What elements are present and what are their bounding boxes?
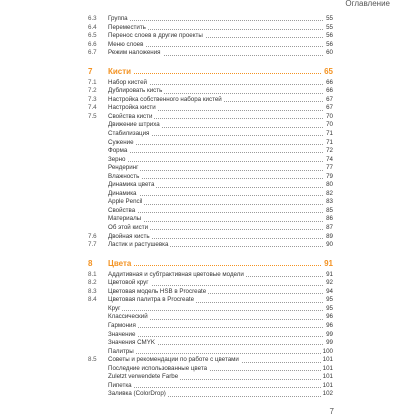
page-number: 7 bbox=[329, 407, 334, 416]
toc-entry-title: Свойства bbox=[108, 206, 136, 214]
toc-entry-title: Режим наложения bbox=[108, 49, 161, 57]
toc-subsection bbox=[0, 121, 420, 130]
toc-subsection bbox=[0, 207, 420, 216]
toc-number: 7.4 bbox=[88, 104, 97, 112]
toc-number: 7.2 bbox=[88, 87, 97, 95]
toc-section bbox=[0, 271, 420, 280]
toc-page-number: 102 bbox=[322, 390, 333, 398]
toc-entry-title: Гармония bbox=[108, 321, 136, 329]
toc-number: 6.4 bbox=[88, 23, 97, 31]
toc-entry-title: Значения CMYK bbox=[108, 339, 155, 347]
toc-page-number: 67 bbox=[326, 104, 333, 112]
toc-entry-title: Дублировать кисть bbox=[108, 87, 163, 95]
toc-page-number: 101 bbox=[322, 381, 333, 389]
toc-entry-title: Зерно bbox=[108, 155, 126, 163]
toc-page-number: 95 bbox=[326, 304, 333, 312]
toc-section bbox=[0, 279, 420, 288]
toc-page-number: 67 bbox=[326, 95, 333, 103]
toc-section bbox=[0, 32, 420, 41]
toc-dot-leader bbox=[108, 170, 329, 171]
toc-dot-leader bbox=[108, 327, 329, 328]
toc-subsection bbox=[0, 348, 420, 357]
toc-dot-leader bbox=[108, 310, 329, 311]
toc-dot-leader bbox=[108, 195, 329, 196]
toc-page-number: 80 bbox=[326, 181, 333, 189]
toc-entry-title: Перенос слоев в другие проекты bbox=[108, 32, 203, 40]
toc-entry-title: Влажность bbox=[108, 172, 140, 180]
toc-number: 6.3 bbox=[88, 15, 97, 22]
toc-subsection bbox=[0, 156, 420, 165]
toc-subsection bbox=[0, 305, 420, 314]
toc-subsection bbox=[0, 390, 420, 399]
toc-section bbox=[0, 113, 420, 122]
toc-entry-title: Zuletzt verwendete Farbe bbox=[108, 373, 179, 381]
toc-page-number: 94 bbox=[326, 287, 333, 295]
toc-number: 7.7 bbox=[88, 241, 97, 249]
toc-number: 8.2 bbox=[88, 279, 97, 287]
toc-entry-title: Двойная кисть bbox=[108, 232, 150, 240]
toc-page-number: 71 bbox=[326, 138, 333, 146]
toc-number: 7.1 bbox=[88, 78, 97, 86]
toc-entry-title: Материалы bbox=[108, 215, 142, 223]
toc-number: 8.3 bbox=[88, 287, 97, 295]
toc-subsection bbox=[0, 365, 420, 374]
toc-page-number: 72 bbox=[326, 147, 333, 155]
toc-subsection bbox=[0, 164, 420, 173]
toc-dot-leader bbox=[108, 144, 329, 145]
toc-dot-leader bbox=[108, 20, 329, 21]
toc-subsection bbox=[0, 190, 420, 199]
toc-page-number: 83 bbox=[326, 198, 333, 206]
toc-subsection bbox=[0, 339, 420, 348]
toc-number: 8 bbox=[88, 258, 93, 268]
toc-section bbox=[0, 241, 420, 250]
toc-entry-title: Меню слоев bbox=[108, 40, 144, 48]
toc-page-number: 60 bbox=[326, 49, 333, 57]
toc-page-number: 82 bbox=[326, 189, 333, 197]
toc-entry-title: Цвета bbox=[108, 258, 132, 268]
toc-dot-leader bbox=[108, 212, 329, 213]
toc-section bbox=[0, 24, 420, 33]
toc-subsection bbox=[0, 373, 420, 382]
toc-entry-title: Apple Pencil bbox=[108, 198, 143, 206]
toc-section bbox=[0, 87, 420, 96]
toc-entry-title: Классический bbox=[108, 313, 148, 321]
toc-entry-title: Круг bbox=[108, 304, 121, 312]
toc-entry-title: Группа bbox=[108, 15, 128, 22]
toc-page-number: 96 bbox=[326, 313, 333, 321]
toc-section bbox=[0, 356, 420, 365]
toc-entry-title: Форма bbox=[108, 147, 128, 155]
toc-subsection bbox=[0, 130, 420, 139]
toc-number: 7.3 bbox=[88, 95, 97, 103]
toc-entry-title: Последние использованные цвета bbox=[108, 364, 208, 372]
toc-subsection bbox=[0, 181, 420, 190]
chapter-spacer bbox=[0, 58, 420, 66]
toc-dot-leader bbox=[108, 336, 329, 337]
toc-entry-title: Цветовая модель HSB в Procreate bbox=[108, 287, 207, 295]
toc-number: 7 bbox=[88, 66, 93, 76]
toc-entry-title: Динамика цвета bbox=[108, 181, 155, 189]
page-header-title: Оглавление bbox=[345, 0, 390, 8]
toc-page-number: 89 bbox=[326, 232, 333, 240]
toc-page-number: 86 bbox=[326, 215, 333, 223]
toc-number: 8.1 bbox=[88, 270, 97, 278]
toc-subsection bbox=[0, 313, 420, 322]
toc-entry-title: Цветовой круг bbox=[108, 279, 149, 287]
toc-entry-title: Советы и рекомендации по работе с цветами bbox=[108, 356, 239, 364]
toc-entry-title: Аддитивная и субтрактивная цветовые модели bbox=[108, 270, 244, 278]
toc-dot-leader bbox=[108, 265, 329, 266]
toc-page-number: 71 bbox=[326, 130, 333, 138]
toc-number: 6.6 bbox=[88, 40, 97, 48]
toc-page-number: 70 bbox=[326, 112, 333, 120]
toc-section bbox=[0, 15, 420, 24]
toc-entry-title: Палитры bbox=[108, 347, 134, 355]
toc-number: 8.5 bbox=[88, 356, 97, 364]
toc-subsection bbox=[0, 322, 420, 331]
toc-entry-title: Движение штриха bbox=[108, 121, 160, 129]
toc-page-number: 101 bbox=[322, 364, 333, 372]
toc-entry-title: Динамика bbox=[108, 189, 137, 197]
toc-section bbox=[0, 96, 420, 105]
toc-page-number: 74 bbox=[326, 155, 333, 163]
toc-chapter-heading bbox=[0, 258, 420, 269]
toc-page-number: 56 bbox=[326, 40, 333, 48]
toc-entry-title: Сужение bbox=[108, 138, 134, 146]
toc-page-number: 91 bbox=[324, 258, 333, 268]
toc-number: 7.6 bbox=[88, 232, 97, 240]
toc-page-number: 55 bbox=[326, 23, 333, 31]
chapter-spacer bbox=[0, 250, 420, 258]
toc-section bbox=[0, 79, 420, 88]
toc-dot-leader bbox=[108, 161, 329, 162]
toc-entry-title: Настройка кисти bbox=[108, 104, 156, 112]
toc-section bbox=[0, 41, 420, 50]
toc-page-number: 79 bbox=[326, 172, 333, 180]
toc-entry-title: Набор кистей bbox=[108, 78, 147, 86]
toc-chapter-heading bbox=[0, 66, 420, 77]
toc-page-number: 101 bbox=[322, 356, 333, 364]
toc-entry-title: Настройка собственного набора кистей bbox=[108, 95, 222, 103]
toc-page-number: 55 bbox=[326, 15, 333, 22]
toc-entry-title: Ластик и растушевка bbox=[108, 241, 169, 249]
toc-page-number: 65 bbox=[324, 66, 333, 76]
toc-dot-leader bbox=[108, 353, 329, 354]
toc-number: 8.4 bbox=[88, 296, 97, 304]
toc-section bbox=[0, 233, 420, 242]
toc-entry-title: Пипетка bbox=[108, 381, 132, 389]
toc-page-number: 100 bbox=[322, 347, 333, 355]
toc-section bbox=[0, 104, 420, 113]
toc-subsection bbox=[0, 198, 420, 207]
toc-entry-title: Переместить bbox=[108, 23, 146, 31]
toc-page-number: 99 bbox=[326, 339, 333, 347]
toc-subsection bbox=[0, 173, 420, 182]
toc-page-number: 90 bbox=[326, 241, 333, 249]
toc-page-number: 77 bbox=[326, 164, 333, 172]
toc-number: 7.5 bbox=[88, 112, 97, 120]
toc-section bbox=[0, 49, 420, 58]
toc-page-number: 66 bbox=[326, 78, 333, 86]
toc-section bbox=[0, 296, 420, 305]
toc-page-number: 101 bbox=[322, 373, 333, 381]
toc-subsection bbox=[0, 215, 420, 224]
toc-subsection bbox=[0, 139, 420, 148]
toc-dot-leader bbox=[108, 73, 329, 74]
toc-entry-title: Кисти bbox=[108, 66, 132, 76]
toc-number: 6.7 bbox=[88, 49, 97, 57]
toc-section bbox=[0, 288, 420, 297]
toc-entry-title: Заливка (ColorDrop) bbox=[108, 390, 166, 398]
toc-subsection bbox=[0, 224, 420, 233]
toc-page-number: 91 bbox=[326, 270, 333, 278]
toc-subsection bbox=[0, 331, 420, 340]
toc-subsection bbox=[0, 382, 420, 391]
toc-page-number: 70 bbox=[326, 121, 333, 129]
toc-page-number: 56 bbox=[326, 32, 333, 40]
toc-subsection bbox=[0, 147, 420, 156]
toc-dot-leader bbox=[108, 152, 329, 153]
toc-entry-title: Стабилизация bbox=[108, 130, 150, 138]
toc-dot-leader bbox=[108, 387, 329, 388]
toc-page-number: 85 bbox=[326, 206, 333, 214]
toc-entry-title: Рендеринг bbox=[108, 164, 139, 172]
toc-page-number: 95 bbox=[326, 296, 333, 304]
toc-entry-title: Свойства кисти bbox=[108, 112, 153, 120]
toc-page-number: 66 bbox=[326, 87, 333, 95]
toc-number: 6.5 bbox=[88, 32, 97, 40]
toc-page-number: 99 bbox=[326, 330, 333, 338]
toc-entry-title: Значение bbox=[108, 330, 136, 338]
toc-page-number: 87 bbox=[326, 224, 333, 232]
toc-entry-title: Об этой кисти bbox=[108, 224, 149, 232]
table-of-contents bbox=[0, 15, 420, 399]
toc-page-number: 96 bbox=[326, 321, 333, 329]
toc-entry-title: Цветовая палитра в Procreate bbox=[108, 296, 195, 304]
toc-page-number: 92 bbox=[326, 279, 333, 287]
